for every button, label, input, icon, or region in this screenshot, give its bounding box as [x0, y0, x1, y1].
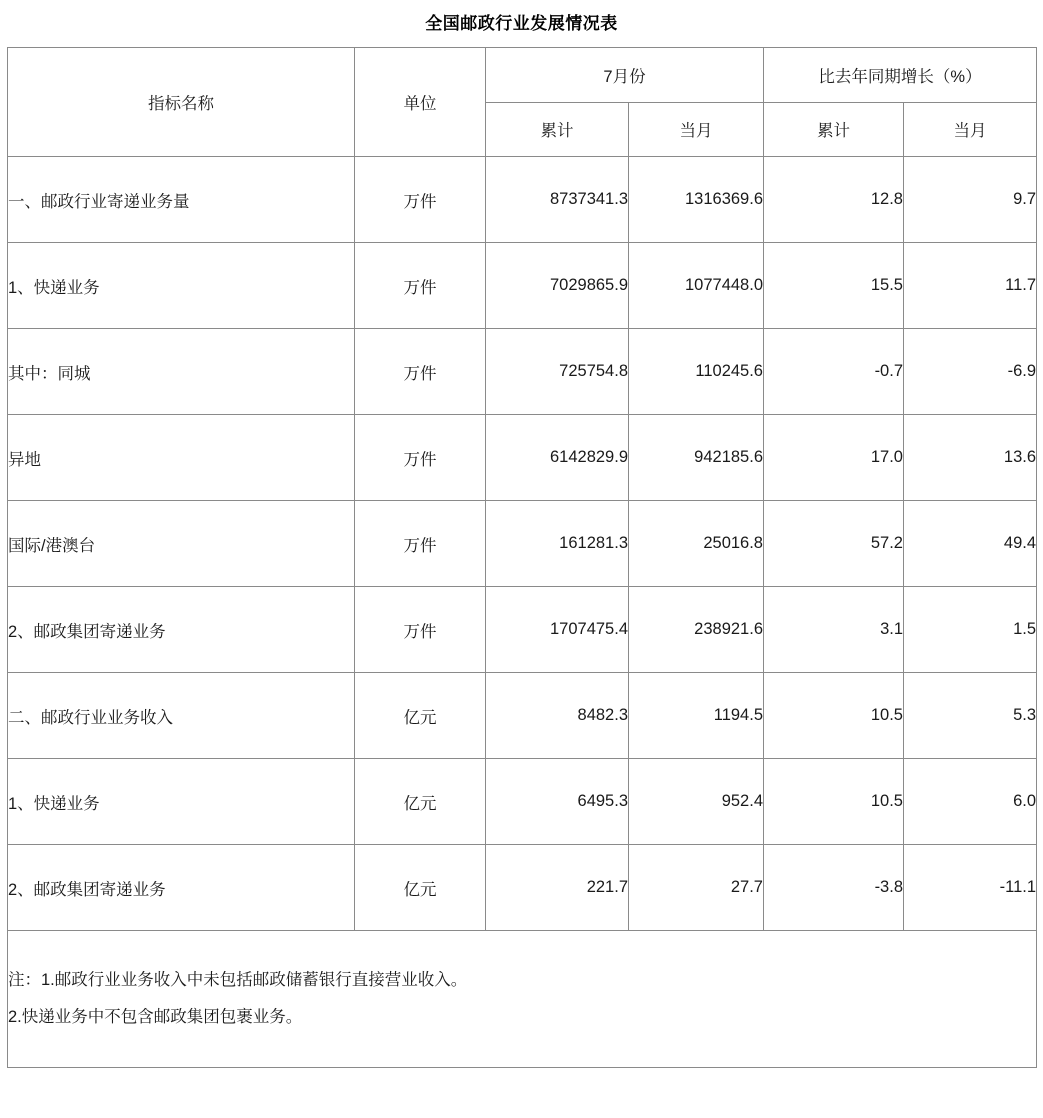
- row-current-growth: -11.1: [904, 845, 1037, 931]
- row-cumulative-growth: -3.8: [764, 845, 904, 931]
- row-cumulative-month: 221.7: [486, 845, 629, 931]
- table-header-row-top: [8, 48, 1037, 103]
- row-label: 1、快递业务: [8, 243, 355, 329]
- table-row: [8, 243, 1037, 329]
- table-row: [8, 673, 1037, 759]
- header-month-cumulative: 累计: [486, 102, 629, 157]
- row-current-growth: 49.4: [904, 501, 1037, 587]
- row-current-month: 1194.5: [629, 673, 764, 759]
- row-current-month: 238921.6: [629, 587, 764, 673]
- row-unit: 亿元: [355, 673, 486, 759]
- row-label: 其中：同城: [8, 329, 355, 415]
- row-cumulative-month: 7029865.9: [486, 243, 629, 329]
- row-cumulative-month: 6495.3: [486, 759, 629, 845]
- row-current-month: 25016.8: [629, 501, 764, 587]
- row-unit: 万件: [355, 243, 486, 329]
- row-cumulative-growth: 57.2: [764, 501, 904, 587]
- row-unit: 万件: [355, 415, 486, 501]
- note-line-2: 2.快递业务中不包含邮政集团包裹业务。: [8, 1008, 303, 1026]
- row-current-growth: 5.3: [904, 673, 1037, 759]
- table-header: [8, 48, 1037, 157]
- row-current-month: 110245.6: [629, 329, 764, 415]
- postal-industry-development-table: [7, 47, 1037, 1068]
- row-label: 2、邮政集团寄递业务: [8, 587, 355, 673]
- row-label: 二、邮政行业业务收入: [8, 673, 355, 759]
- header-group-growth: 比去年同期增长（%）: [764, 48, 1037, 103]
- table-notes: [8, 931, 1037, 1068]
- row-current-growth: 9.7: [904, 157, 1037, 243]
- row-label: 2、邮政集团寄递业务: [8, 845, 355, 931]
- table-row: [8, 759, 1037, 845]
- row-cumulative-growth: 15.5: [764, 243, 904, 329]
- table-row: [8, 329, 1037, 415]
- row-unit: 万件: [355, 157, 486, 243]
- row-label: 异地: [8, 415, 355, 501]
- row-unit: 万件: [355, 587, 486, 673]
- row-current-month: 1077448.0: [629, 243, 764, 329]
- row-cumulative-month: 6142829.9: [486, 415, 629, 501]
- row-cumulative-month: 1707475.4: [486, 587, 629, 673]
- table-body: [8, 157, 1037, 1068]
- row-cumulative-growth: 10.5: [764, 673, 904, 759]
- row-cumulative-month: 161281.3: [486, 501, 629, 587]
- row-current-growth: 1.5: [904, 587, 1037, 673]
- header-group-month: 7月份: [486, 48, 764, 103]
- page-title: 全国邮政行业发展情况表: [425, 14, 618, 33]
- table-row: [8, 587, 1037, 673]
- table-row: [8, 157, 1037, 243]
- row-current-month: 942185.6: [629, 415, 764, 501]
- header-growth-current: 当月: [904, 102, 1037, 157]
- row-current-growth: 6.0: [904, 759, 1037, 845]
- row-cumulative-month: 8737341.3: [486, 157, 629, 243]
- header-month-current: 当月: [629, 102, 764, 157]
- row-label: 1、快递业务: [8, 759, 355, 845]
- row-current-growth: 13.6: [904, 415, 1037, 501]
- row-unit: 万件: [355, 501, 486, 587]
- table-row: [8, 415, 1037, 501]
- header-indicator: 指标名称: [8, 48, 355, 157]
- table-row: [8, 501, 1037, 587]
- row-current-growth: -6.9: [904, 329, 1037, 415]
- row-label: 一、邮政行业寄递业务量: [8, 157, 355, 243]
- row-cumulative-growth: 12.8: [764, 157, 904, 243]
- row-cumulative-month: 725754.8: [486, 329, 629, 415]
- header-growth-cumulative: 累计: [764, 102, 904, 157]
- table-row: [8, 845, 1037, 931]
- row-unit: 亿元: [355, 759, 486, 845]
- row-cumulative-growth: 3.1: [764, 587, 904, 673]
- table-notes-row: [8, 931, 1037, 1068]
- row-current-month: 27.7: [629, 845, 764, 931]
- row-cumulative-growth: 10.5: [764, 759, 904, 845]
- note-line-1: 注：1.邮政行业业务收入中未包括邮政储蓄银行直接营业收入。: [8, 970, 468, 989]
- row-label: 国际/港澳台: [8, 501, 355, 587]
- row-unit: 万件: [355, 329, 486, 415]
- header-unit: 单位: [355, 48, 486, 157]
- row-current-month: 952.4: [629, 759, 764, 845]
- row-cumulative-month: 8482.3: [486, 673, 629, 759]
- row-cumulative-growth: 17.0: [764, 415, 904, 501]
- row-unit: 亿元: [355, 845, 486, 931]
- row-current-month: 1316369.6: [629, 157, 764, 243]
- row-current-growth: 11.7: [904, 243, 1037, 329]
- row-cumulative-growth: -0.7: [764, 329, 904, 415]
